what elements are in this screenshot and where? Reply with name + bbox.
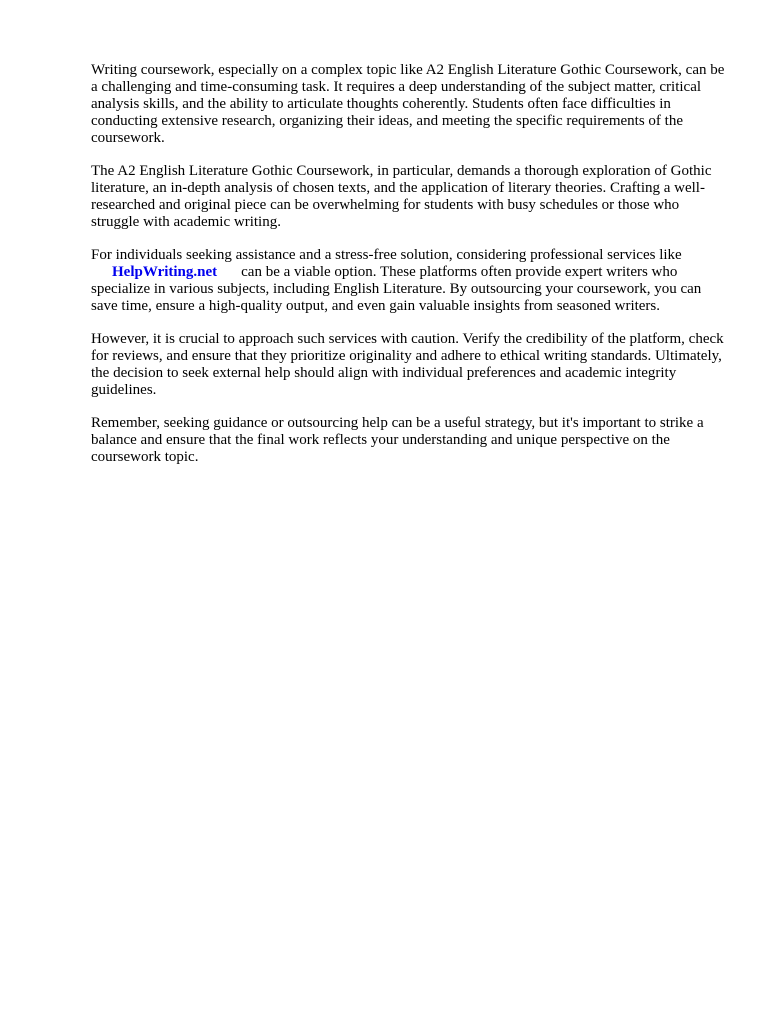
document-body [91,62,731,482]
paragraph-text-after-link: can be a viable option. These platforms often provide expert writers who specialize in various subjects, including English Literature. By outsourcing your coursework, you can save time, ensure a high-quality output, and even gain valuable insights from seasoned writers. [91,264,702,314]
paragraph-intro: Writing coursework, especially on a complex topic like A2 English Literature Gothic Coursework, can be a challenging and time-consuming task. It requires a deep understanding of the subject matter, critical analysis skills, and the ability to articulate thoughts coherently. Students often face difficulties in conducting extensive research, organizing their ideas, and meeting the specific requirements of the coursework. [91,62,725,146]
helpwriting-link[interactable]: HelpWriting.net [112,264,218,280]
paragraph-professional-services [91,247,731,315]
paragraph-text-before-link: For individuals seeking assistance and a stress-free solution, considering professional services like [91,247,682,263]
paragraph-gothic-coursework: The A2 English Literature Gothic Coursework, in particular, demands a thorough exploration of Gothic literature, an in-depth analysis of chosen texts, and the application of literary theories. Crafting a well-researched and original piece can be overwhelming for students with busy schedules or those who struggle with academic writing. [91,163,712,230]
paragraph-conclusion: Remember, seeking guidance or outsourcing help can be a useful strategy, but it's important to strike a balance and ensure that the final work reflects your understanding and unique perspective on the coursework topic. [91,415,704,465]
paragraph-caution: However, it is crucial to approach such services with caution. Verify the credibility of the platform, check for reviews, and ensure that they prioritize originality and adhere to ethical writing standards. Ultimately, the decision to seek external help should align with individual preferences and academic integrity guidelines. [91,331,724,398]
